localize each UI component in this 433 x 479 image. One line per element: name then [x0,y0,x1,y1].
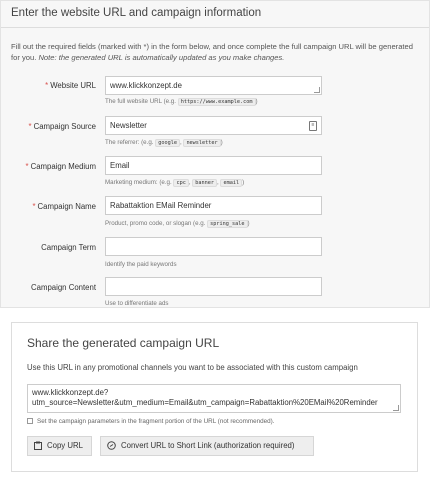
campaign-name-value: Rabattaktion EMail Reminder [110,201,212,210]
campaign-source-label [0,122,96,131]
header-divider [1,27,429,28]
campaign-name-field[interactable] [105,196,322,215]
website-url-value: www.klickkonzept.de [110,81,182,90]
campaign-name-example: spring_sale [207,220,247,228]
convert-short-link-button[interactable] [100,436,314,456]
required-mark: * [45,81,49,90]
campaign-source-help-text: The referrer: (e.g. [105,139,154,146]
campaign-content-field[interactable] [105,277,322,296]
campaign-name-label-text: Campaign Name [37,202,96,211]
website-url-help [105,98,258,105]
campaign-source-help-end: ) [220,139,223,146]
intro-text [11,41,423,63]
website-url-label [0,81,96,90]
campaign-source-help: The referrer: (e.g. google , newsletter ) [105,139,223,146]
campaign-medium-field[interactable] [105,156,322,175]
autofill-icon[interactable]: ≡ [309,121,317,131]
copy-url-label: Copy URL [47,441,83,450]
intro-note: Note: the generated URL is automatically updated as you make changes. [38,53,285,62]
intro-main: Fill out the required fields (marked with *) in the form below, and once complete the full campaign URL will be generated for you. [11,42,413,62]
resize-handle[interactable] [393,405,399,411]
campaign-name-label [0,202,96,211]
campaign-medium-label [0,162,96,171]
campaign-medium-value: Email [110,161,130,170]
website-url-help-text: The full website URL (e.g. [105,98,176,105]
generated-url-line-2: utm_source=Newsletter&utm_medium=Email&utm_campaign=Rabattaktion%20EMail%20Reminder [32,398,378,407]
generated-url-line-1: www.klickkonzept.de? [32,388,109,397]
generated-url-field[interactable] [27,384,401,413]
fragment-option[interactable] [27,418,274,425]
campaign-source-field[interactable] [105,116,322,135]
campaign-medium-label-text: Campaign Medium [30,162,96,171]
campaign-name-help-text: Product, promo code, or slogan (e.g. [105,220,206,227]
campaign-source-example: newsletter [183,139,220,147]
required-mark: * [28,122,32,131]
campaign-term-field[interactable] [105,237,322,256]
campaign-medium-example: banner [192,179,217,187]
clipboard-icon [34,441,42,450]
campaign-medium-help: Marketing medium: (e.g. cpc , banner , email ) [105,179,245,186]
campaign-content-label [0,283,96,292]
campaign-source-label-text: Campaign Source [33,122,96,131]
website-url-help-end: ) [255,98,258,105]
resize-handle[interactable] [314,87,320,93]
share-description: Use this URL in any promotional channels you want to be associated with this custom campaign [27,363,358,372]
campaign-name-help [105,220,250,227]
website-url-example: https://www.example.com [178,98,256,106]
website-url-label-text: Website URL [50,81,96,90]
fragment-option-label: Set the campaign parameters in the fragment portion of the URL (not recommended). [37,418,275,425]
required-mark: * [32,202,36,211]
campaign-medium-example: email [220,179,242,187]
campaign-medium-help-end: ) [242,179,245,186]
required-mark: * [25,162,29,171]
campaign-content-help: Use to differentiate ads [105,300,169,307]
campaign-medium-example: cpc [173,179,188,187]
campaign-content-label-text: Campaign Content [30,283,96,292]
panel-header-title: Enter the website URL and campaign information [11,7,262,19]
fragment-checkbox[interactable] [27,418,33,424]
campaign-medium-help-text: Marketing medium: (e.g. [105,179,172,186]
share-title: Share the generated campaign URL [27,336,220,350]
campaign-term-label [0,243,96,252]
campaign-term-label-text: Campaign Term [41,243,96,252]
copy-url-button[interactable] [27,436,92,456]
campaign-name-help-end: ) [247,220,250,227]
website-url-field[interactable] [105,76,322,95]
campaign-source-example: google [155,139,180,147]
link-icon [107,441,116,450]
campaign-source-value: Newsletter [110,121,147,130]
campaign-term-help: Identify the paid keywords [105,261,177,268]
convert-short-link-label: Convert URL to Short Link (authorization required) [121,441,295,450]
